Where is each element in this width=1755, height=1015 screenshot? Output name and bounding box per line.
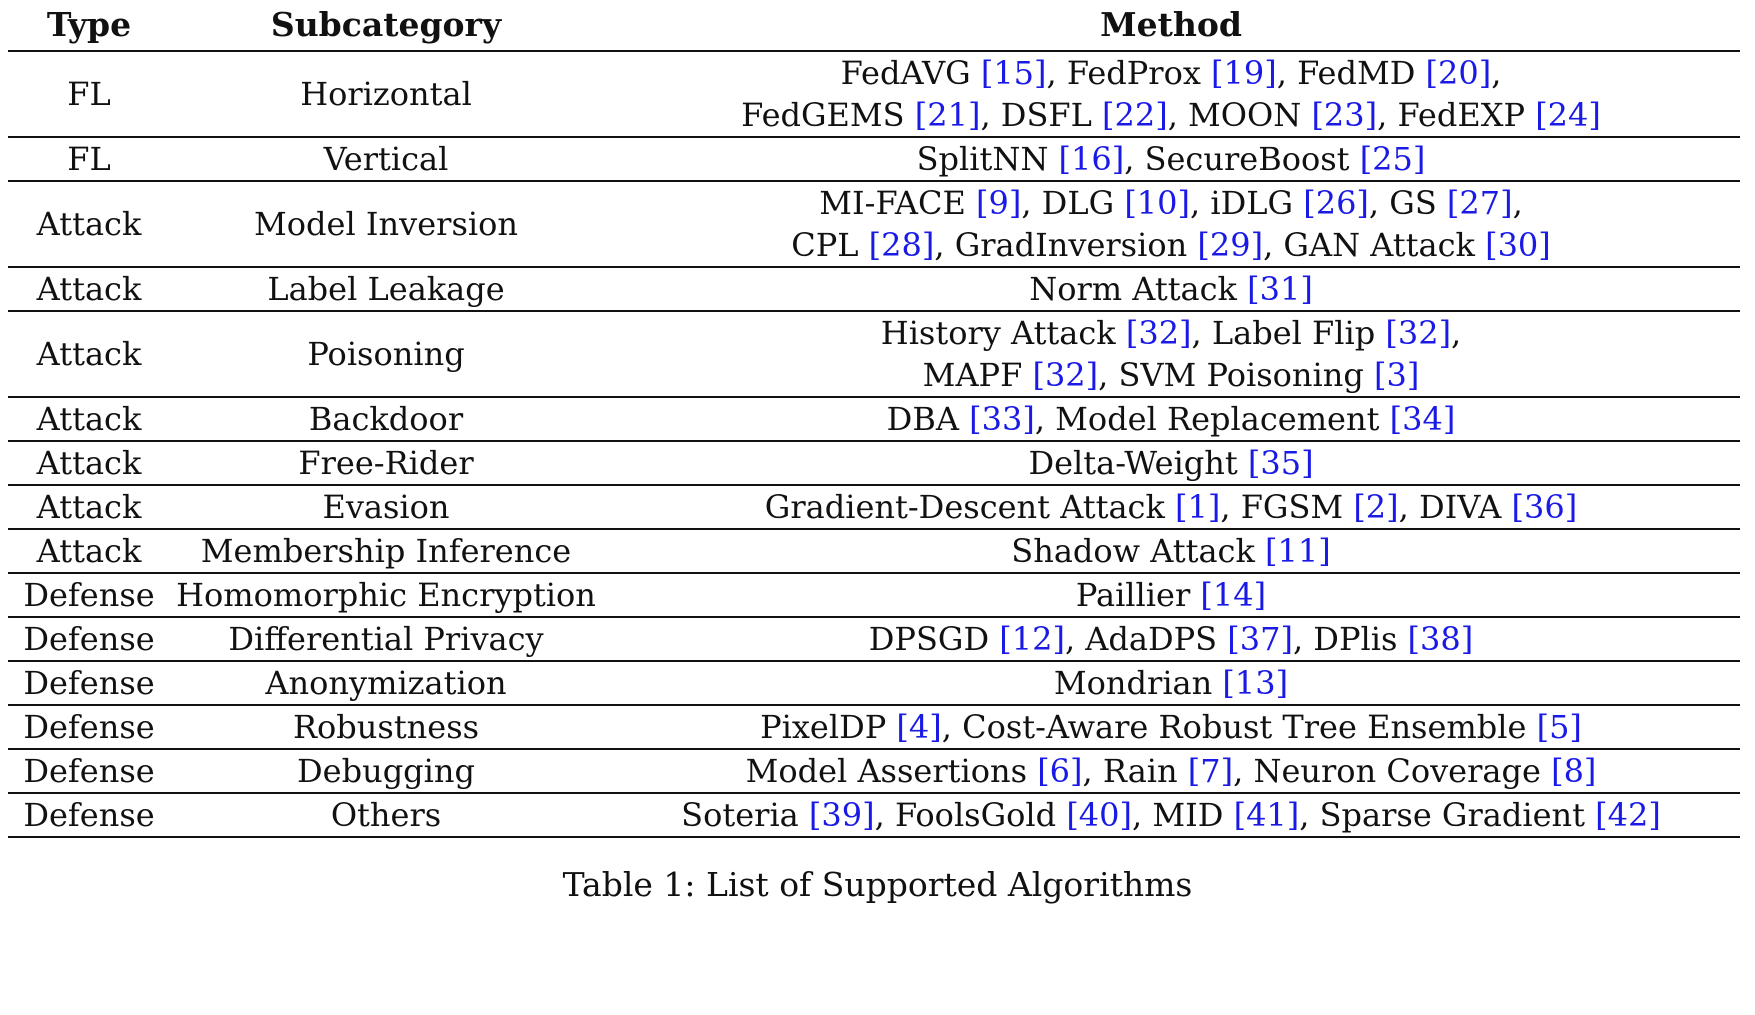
method-line [602,442,1740,484]
citation-bracket: [6] [1037,752,1083,790]
citation-bracket: [16] [1058,140,1125,178]
method-line [602,94,1740,136]
method-text: , [1451,314,1462,352]
citation-bracket: [42] [1595,796,1661,834]
subcategory-cell: Free-Rider [170,441,602,485]
citation-link[interactable]: 16 [1071,140,1112,178]
header-row [8,0,1740,51]
method-line [602,52,1740,94]
citation-link[interactable]: 11 [1277,532,1319,570]
citation-link[interactable]: 29 [1209,226,1251,264]
subcategory-cell: Model Inversion [170,181,602,267]
method-text: , DLG [1021,184,1125,222]
method-line [602,618,1740,660]
algorithms-table-container [8,0,1740,838]
subcategory-cell: Backdoor [170,397,602,441]
citation-link[interactable]: 34 [1402,400,1443,438]
method-text: Model Assertions [745,752,1038,790]
citation-link[interactable]: 13 [1234,664,1276,702]
citation-link[interactable]: 28 [881,226,922,264]
citation-link[interactable]: 20 [1438,54,1479,92]
method-text: , Sparse Gradient [1299,796,1596,834]
citation-bracket: [14] [1200,576,1267,614]
citation-bracket: [1] [1175,488,1221,526]
citation-link[interactable]: 9 [988,184,1009,222]
method-cell [602,397,1740,441]
citation-link[interactable]: 23 [1323,96,1365,134]
citation-bracket: [31] [1247,270,1313,308]
subcategory-cell: Differential Privacy [170,617,602,661]
method-text: Paillier [1075,576,1201,614]
method-text: , [1512,184,1523,222]
citation-bracket: [9] [976,184,1022,222]
table-body [8,51,1740,837]
subcategory-cell: Poisoning [170,311,602,397]
citation-bracket: [35] [1247,444,1314,482]
method-text: , SecureBoost [1124,140,1360,178]
citation-link[interactable]: 35 [1260,444,1302,482]
method-text: FedAVG [840,54,981,92]
type-cell: Attack [8,267,170,311]
method-cell [602,51,1740,137]
method-line [602,574,1740,616]
method-text: , FedMD [1276,54,1426,92]
method-text: , MID [1132,796,1234,834]
table-row [8,181,1740,267]
subcategory-cell: Label Leakage [170,267,602,311]
method-text: Mondrian [1053,664,1223,702]
citation-bracket: [19] [1211,54,1277,92]
citation-link[interactable]: 7 [1200,752,1221,790]
citation-bracket: [36] [1511,488,1578,526]
type-cell: FL [8,137,170,181]
citation-bracket: [27] [1446,184,1513,222]
table-row [8,267,1740,311]
citation-bracket: [10] [1124,184,1190,222]
method-text: , [1491,54,1502,92]
citation-link[interactable]: 26 [1315,184,1357,222]
method-cell [602,485,1740,529]
citation-bracket: [32] [1125,314,1192,352]
method-cell [602,311,1740,397]
header-type: Type [8,0,170,51]
table-row [8,529,1740,573]
citation-link[interactable]: 1 [1187,488,1208,526]
citation-bracket: [8] [1551,752,1597,790]
method-text: , Label Flip [1191,314,1386,352]
method-cell [602,181,1740,267]
citation-bracket: [5] [1536,708,1582,746]
method-line [602,486,1740,528]
subcategory-cell: Others [170,793,602,837]
method-line [602,224,1740,266]
type-cell: Attack [8,397,170,441]
header-method: Method [602,0,1740,51]
method-line [602,268,1740,310]
type-cell: Attack [8,181,170,267]
citation-link[interactable]: 3 [1386,356,1407,394]
method-text: PixelDP [760,708,897,746]
citation-bracket: [11] [1265,532,1331,570]
method-text: , GS [1368,184,1447,222]
method-line [602,662,1740,704]
method-text: , FedEXP [1377,96,1536,134]
method-line [602,530,1740,572]
method-text: CPL [791,226,869,264]
citation-link[interactable]: 25 [1372,140,1413,178]
subcategory-cell: Homomorphic Encryption [170,573,602,617]
method-cell [602,267,1740,311]
citation-bracket: [13] [1222,664,1289,702]
method-text: SplitNN [916,140,1059,178]
citation-link[interactable]: 22 [1114,96,1156,134]
table-row [8,617,1740,661]
subcategory-cell: Robustness [170,705,602,749]
citation-link[interactable]: 32 [1044,356,1086,394]
citation-bracket: [30] [1485,226,1551,264]
citation-link[interactable]: 5 [1549,708,1570,746]
citation-bracket: [38] [1407,620,1474,658]
citation-link[interactable]: 8 [1563,752,1584,790]
method-text: , DIVA [1398,488,1512,526]
type-cell: Defense [8,705,170,749]
method-cell [602,617,1740,661]
method-text: DBA [886,400,970,438]
citation-link[interactable]: 10 [1136,184,1178,222]
method-line [602,398,1740,440]
citation-link[interactable]: 4 [908,708,930,746]
subcategory-cell: Debugging [170,749,602,793]
citation-link[interactable]: 15 [993,54,1035,92]
citation-bracket: [23] [1311,96,1378,134]
citation-link[interactable]: 12 [1011,620,1053,658]
citation-link[interactable]: 27 [1459,184,1501,222]
table-row [8,793,1740,837]
method-text: Norm Attack [1029,270,1248,308]
method-line [602,312,1740,354]
method-text: , DSFL [980,96,1102,134]
type-cell: FL [8,51,170,137]
method-text: , GAN Attack [1263,226,1486,264]
citation-link[interactable]: 31 [1259,270,1301,308]
type-cell: Attack [8,311,170,397]
table-caption: Table 1: List of Supported Algorithms [562,865,1193,904]
citation-bracket: [24] [1535,96,1601,134]
table-row [8,397,1740,441]
algorithms-table [8,0,1740,838]
citation-link[interactable]: 36 [1523,488,1565,526]
method-text: FedGEMS [741,96,915,134]
subcategory-cell: Horizontal [170,51,602,137]
citation-bracket: [15] [980,54,1047,92]
method-cell [602,749,1740,793]
method-text: , FoolsGold [874,796,1067,834]
citation-link[interactable]: 24 [1547,96,1589,134]
citation-link[interactable]: 41 [1246,796,1287,834]
citation-link[interactable]: 32 [1138,314,1180,352]
citation-link[interactable]: 33 [981,400,1023,438]
subcategory-cell: Vertical [170,137,602,181]
method-line [602,706,1740,748]
method-text: , AdaDPS [1064,620,1228,658]
citation-bracket: [26] [1303,184,1369,222]
method-text: , FGSM [1220,488,1354,526]
method-cell [602,441,1740,485]
subcategory-cell: Membership Inference [170,529,602,573]
method-text: , GradInversion [934,226,1198,264]
citation-bracket: [2] [1353,488,1399,526]
type-cell: Defense [8,661,170,705]
citation-bracket: [32] [1385,314,1452,352]
citation-bracket: [25] [1359,140,1426,178]
method-line [602,182,1740,224]
type-cell: Defense [8,573,170,617]
citation-bracket: [29] [1197,226,1264,264]
type-cell: Defense [8,749,170,793]
citation-link[interactable]: 21 [927,96,968,134]
method-text: DPSGD [868,620,1000,658]
method-text: MAPF [922,356,1033,394]
citation-link[interactable]: 32 [1397,314,1439,352]
method-cell [602,661,1740,705]
method-text: , Rain [1082,752,1188,790]
method-text: , FedProx [1046,54,1212,92]
table-row [8,573,1740,617]
table-row [8,705,1740,749]
citation-link[interactable]: 40 [1078,796,1120,834]
citation-bracket: [37] [1227,620,1293,658]
type-cell: Defense [8,617,170,661]
type-cell: Defense [8,793,170,837]
table-row [8,441,1740,485]
citation-link[interactable]: 38 [1420,620,1461,658]
subcategory-cell: Evasion [170,485,602,529]
method-text: History Attack [880,314,1126,352]
method-line [602,794,1740,836]
citation-bracket: [12] [999,620,1065,658]
table-row [8,51,1740,137]
citation-bracket: [34] [1389,400,1456,438]
table-row [8,311,1740,397]
citation-bracket: [41] [1233,796,1300,834]
subcategory-cell: Anonymization [170,661,602,705]
citation-link[interactable]: 19 [1223,54,1265,92]
method-text: Delta-Weight [1028,444,1248,482]
header-subcategory: Subcategory [170,0,602,51]
table-row [8,137,1740,181]
table-row [8,749,1740,793]
citation-link[interactable]: 14 [1212,576,1254,614]
method-text: , DPlis [1292,620,1408,658]
citation-link[interactable]: 6 [1049,752,1071,790]
method-text: , Cost-Aware Robust Tree Ensemble [941,708,1537,746]
citation-bracket: [39] [808,796,875,834]
method-text: , iDLG [1190,184,1304,222]
type-cell: Attack [8,441,170,485]
type-cell: Attack [8,529,170,573]
table-row [8,485,1740,529]
citation-bracket: [22] [1102,96,1168,134]
method-cell [602,529,1740,573]
citation-bracket: [28] [868,226,935,264]
method-line [602,354,1740,396]
method-text: , Neuron Coverage [1233,752,1552,790]
citation-bracket: [33] [969,400,1035,438]
citation-link[interactable]: 30 [1497,226,1539,264]
method-cell [602,137,1740,181]
table-row [8,661,1740,705]
type-cell: Attack [8,485,170,529]
citation-link[interactable]: 39 [821,796,863,834]
method-text: MI-FACE [819,184,976,222]
citation-bracket: [40] [1066,796,1132,834]
method-text: Soteria [681,796,809,834]
citation-link[interactable]: 37 [1239,620,1281,658]
citation-bracket: [20] [1425,54,1492,92]
method-text: Shadow Attack [1011,532,1266,570]
citation-bracket: [4] [896,708,942,746]
method-text: , Model Replacement [1034,400,1390,438]
method-text: , MOON [1167,96,1312,134]
citation-bracket: [32] [1032,356,1099,394]
citation-bracket: [3] [1373,356,1420,394]
citation-bracket: [7] [1187,752,1234,790]
method-text: Gradient-Descent Attack [764,488,1176,526]
method-cell [602,705,1740,749]
citation-bracket: [21] [914,96,981,134]
method-line [602,138,1740,180]
citation-link[interactable]: 42 [1607,796,1649,834]
method-cell [602,573,1740,617]
method-text: , SVM Poisoning [1098,356,1374,394]
method-cell [602,793,1740,837]
method-line [602,750,1740,792]
citation-link[interactable]: 2 [1365,488,1387,526]
table-header [8,0,1740,51]
